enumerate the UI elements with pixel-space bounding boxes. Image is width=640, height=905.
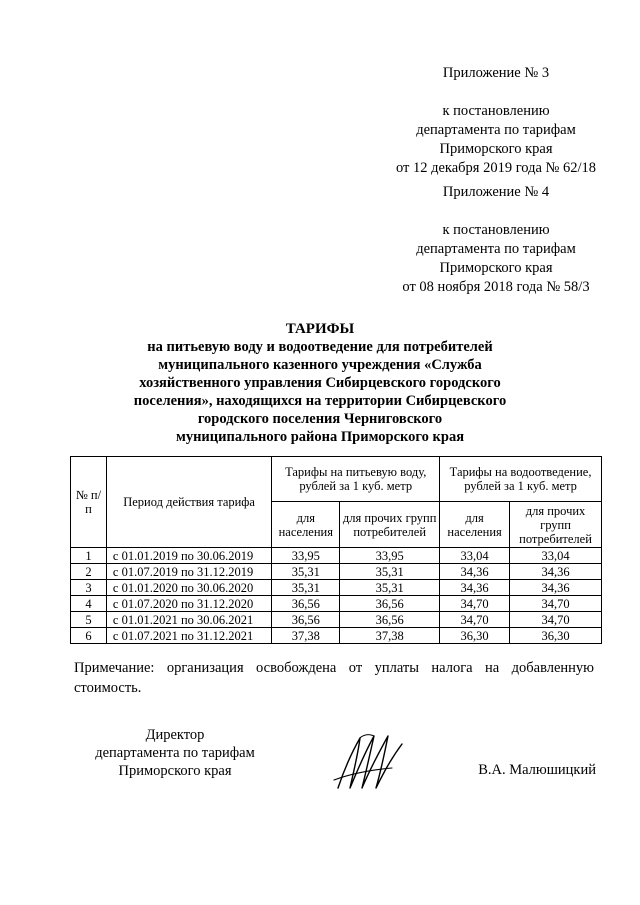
sewage-population-value: 34,70 [440,596,510,612]
attachment-4-line: Приморского края [439,260,553,276]
title-line: поселения», находящихся на территории Сибирцевского [133,393,507,409]
header-sewage-other: для прочих групп потребителей [510,502,602,548]
attachment-3-line: департамента по тарифам [416,122,576,138]
row-number: 5 [71,612,107,628]
signatory-position [60,726,290,780]
sewage-population-value: 34,36 [440,580,510,596]
table-row [71,628,602,644]
header-water-group: Тарифы на питьевую воду, рублей за 1 куб. метр [272,457,440,502]
water-population-value: 36,56 [272,612,340,628]
header-number: № п/п [71,457,107,548]
attachment-4-line: к постановлению [442,222,550,238]
water-other-value: 35,31 [340,564,440,580]
row-period: с 01.01.2021 по 30.06.2021 [106,612,271,628]
document-title [120,320,520,446]
sewage-other-value: 33,04 [510,548,602,564]
title-line: хозяйственного управления Сибирцевского городского [139,375,501,391]
sewage-other-value: 36,30 [510,628,602,644]
title-line: на питьевую воду и водоотведение для потребителей [147,339,493,355]
note-text: Примечание: организация освобождена от уплаты налога на добавленную стоимость. [74,660,594,696]
water-population-value: 33,95 [272,548,340,564]
attachment-4-line: департамента по тарифам [416,241,576,257]
row-number: 2 [71,564,107,580]
row-period: с 01.07.2020 по 31.12.2020 [106,596,271,612]
sewage-other-value: 34,36 [510,564,602,580]
row-number: 1 [71,548,107,564]
table-row [71,596,602,612]
sewage-other-value: 34,70 [510,612,602,628]
row-number: 6 [71,628,107,644]
row-period: с 01.07.2019 по 31.12.2019 [106,564,271,580]
tariffs-table [70,456,602,644]
attachment-3-header [360,64,632,178]
row-number: 4 [71,596,107,612]
position-line: департамента по тарифам [95,745,255,761]
table-row [71,612,602,628]
header-sewage-population: для населения [440,502,510,548]
water-population-value: 37,38 [272,628,340,644]
water-population-value: 35,31 [272,580,340,596]
table-row [71,548,602,564]
title-main: ТАРИФЫ [285,321,355,337]
position-line: Директор [145,727,205,743]
attachment-4-label: Приложение № 4 [442,184,550,200]
attachment-3-line: от 12 декабря 2019 года № 62/18 [395,160,597,176]
position-line: Приморского края [118,763,232,779]
sewage-population-value: 36,30 [440,628,510,644]
water-other-value: 35,31 [340,580,440,596]
header-water-other: для прочих групп потребителей [340,502,440,548]
title-line: муниципального казенного учреждения «Служба [158,357,482,373]
table-row [71,580,602,596]
water-other-value: 37,38 [340,628,440,644]
sewage-other-value: 34,36 [510,580,602,596]
table-row [71,564,602,580]
header-period: Период действия тарифа [106,457,271,548]
title-line: городского поселения Черниговского [197,411,443,427]
row-period: с 01.01.2019 по 30.06.2019 [106,548,271,564]
sewage-population-value: 33,04 [440,548,510,564]
water-population-value: 36,56 [272,596,340,612]
header-sewage-group: Тарифы на водоотведение, рублей за 1 куб. метр [440,457,602,502]
handwritten-signature [330,730,410,795]
row-period: с 01.01.2020 по 30.06.2020 [106,580,271,596]
row-period: с 01.07.2021 по 31.12.2021 [106,628,271,644]
water-other-value: 36,56 [340,596,440,612]
row-number: 3 [71,580,107,596]
attachment-3-line: Приморского края [439,141,553,157]
sewage-population-value: 34,36 [440,564,510,580]
attachment-3-label: Приложение № 3 [442,65,550,81]
header-water-population: для населения [272,502,340,548]
water-other-value: 33,95 [340,548,440,564]
signatory-name: В.А. Малюшицкий [478,762,596,778]
water-other-value: 36,56 [340,612,440,628]
attachment-4-line: от 08 ноября 2018 года № 58/3 [402,279,590,295]
title-line: муниципального района Приморского края [175,429,465,445]
attachment-4-header [360,183,632,297]
water-population-value: 35,31 [272,564,340,580]
sewage-other-value: 34,70 [510,596,602,612]
attachment-3-line: к постановлению [442,103,550,119]
sewage-population-value: 34,70 [440,612,510,628]
